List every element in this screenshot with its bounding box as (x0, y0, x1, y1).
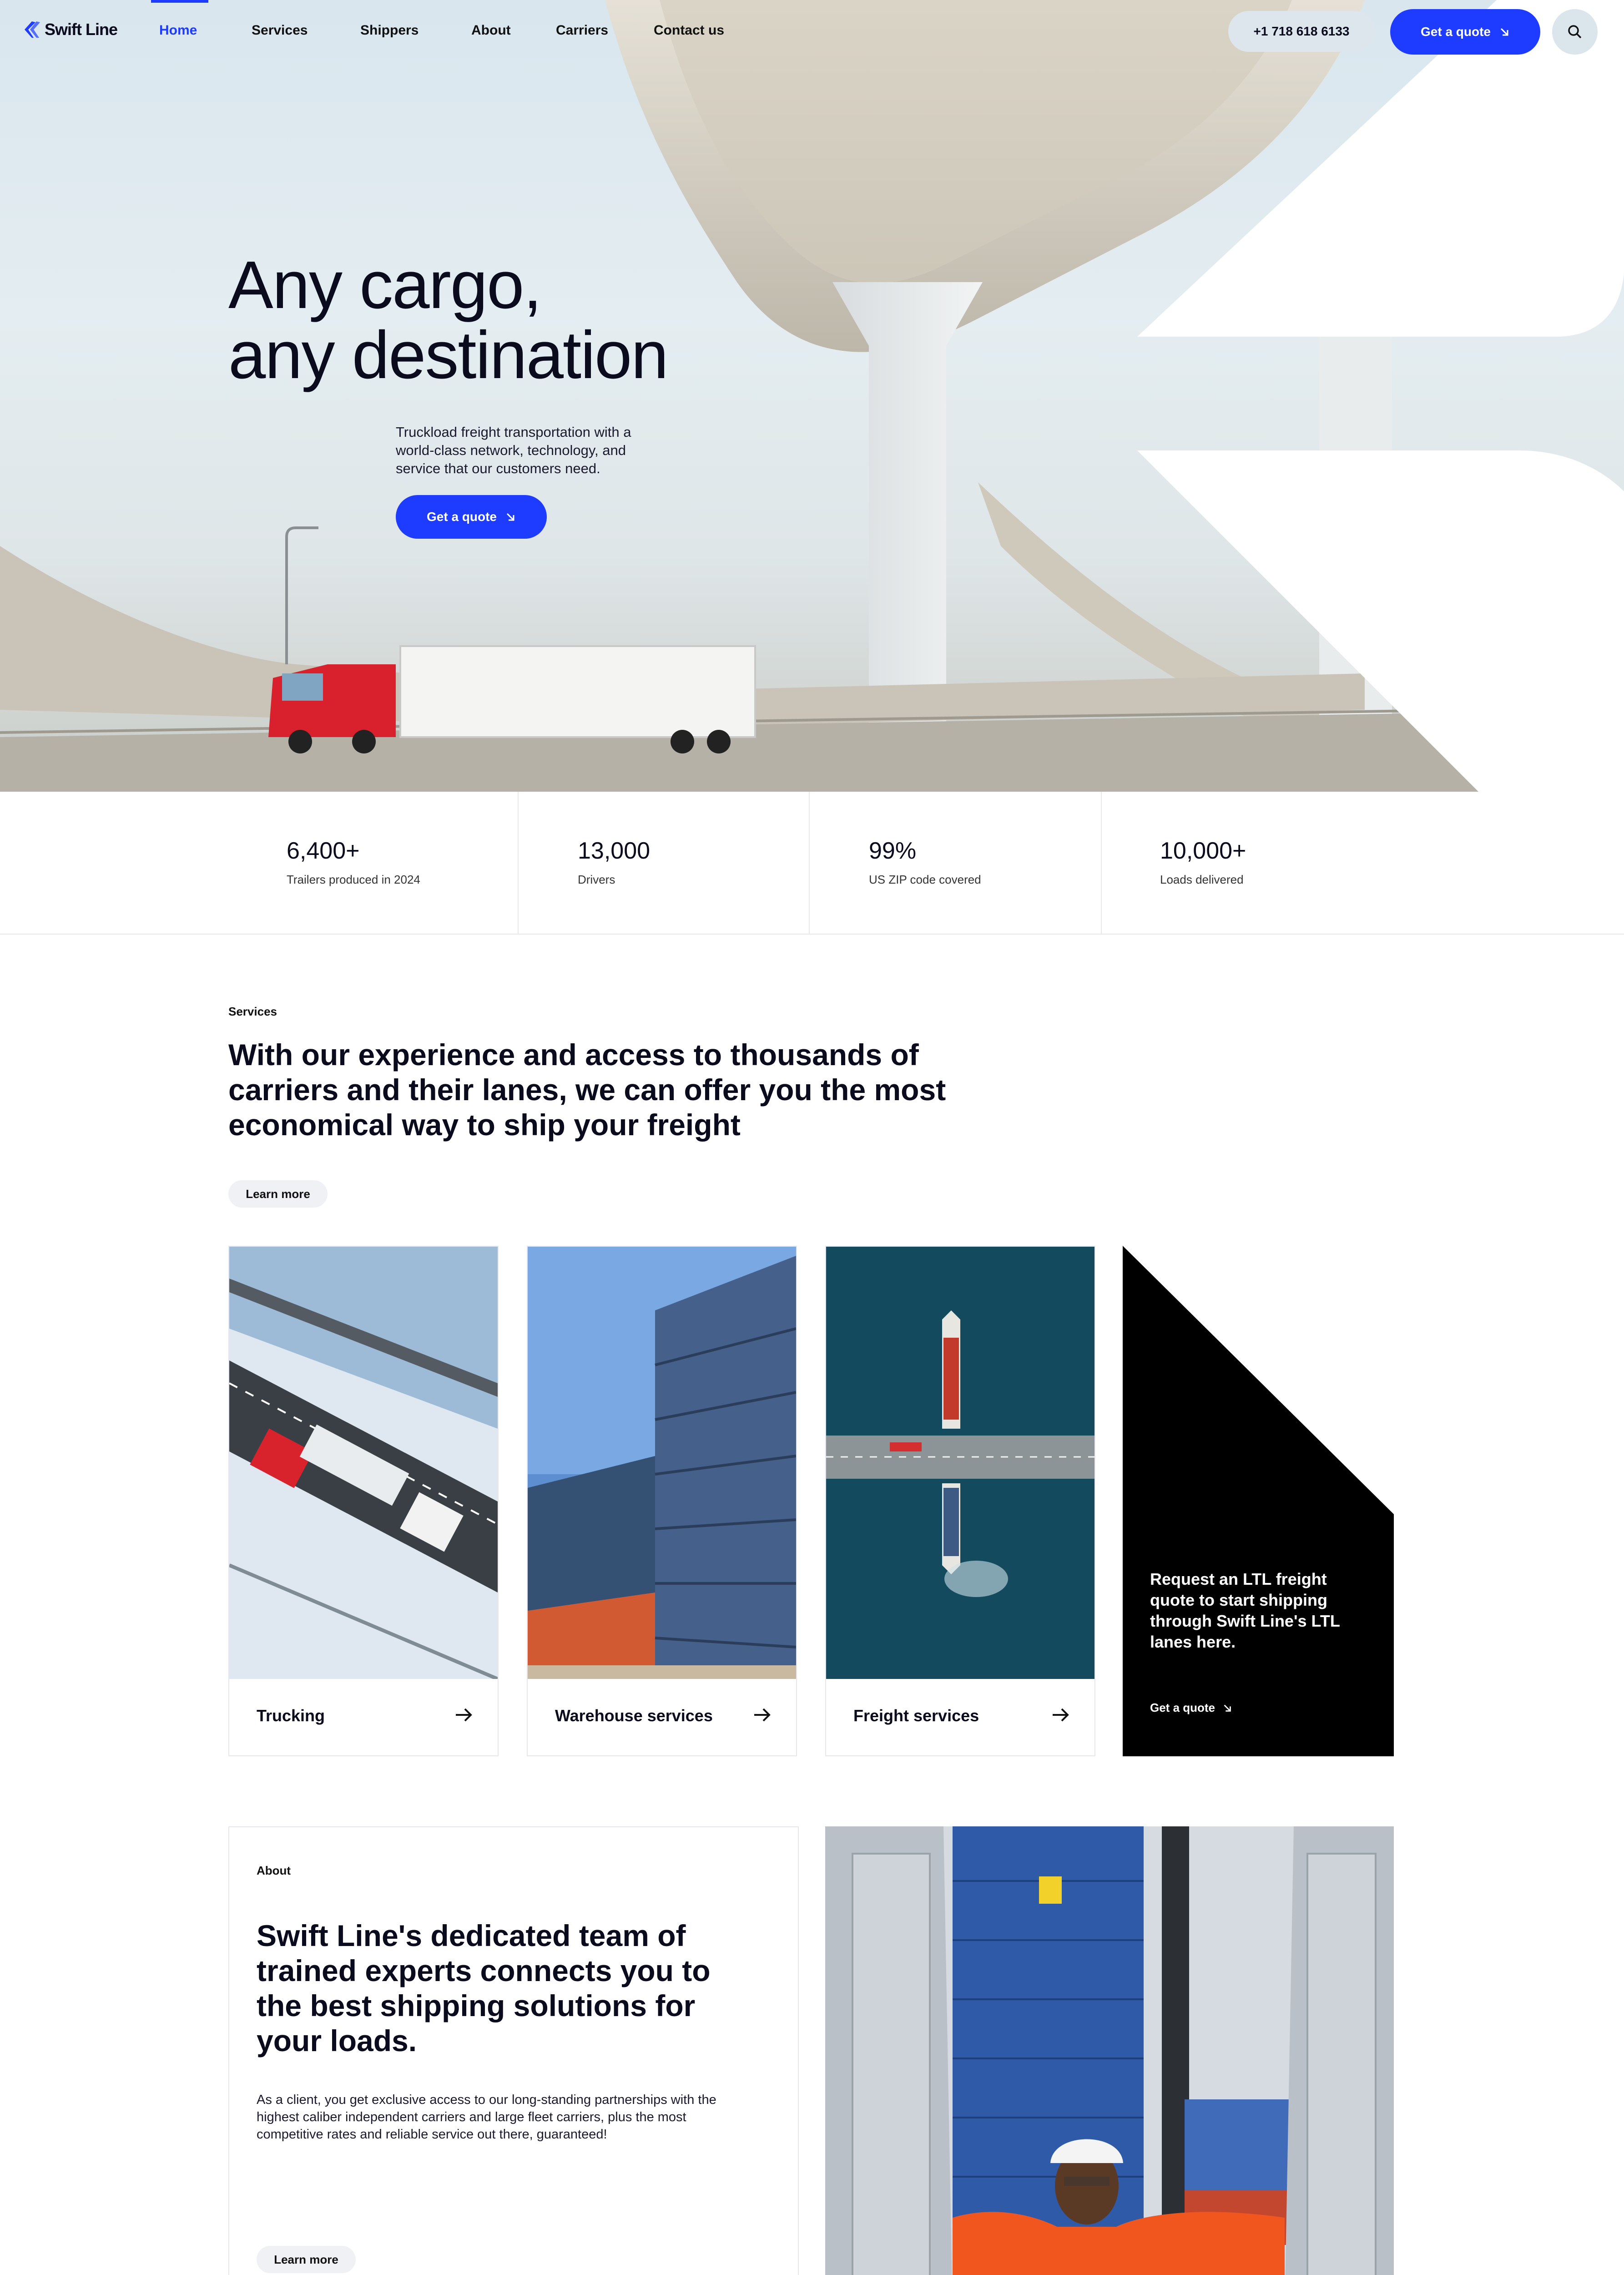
stat-item (810, 792, 1102, 935)
services-eyebrow: Services (228, 1005, 277, 1018)
arrow-right-icon (452, 1704, 475, 1726)
nav-contact-us[interactable]: Contact us (654, 23, 725, 38)
freight-image (826, 1247, 1094, 1679)
ltl-promo-card[interactable] (1123, 1246, 1394, 1756)
learn-more-label: Learn more (246, 1187, 310, 1201)
nav-carriers[interactable]: Carriers (556, 23, 609, 38)
phone-number: +1 718 618 6133 (1253, 24, 1350, 38)
stat-value: 6,400+ (287, 838, 360, 864)
phone-number-button[interactable] (1228, 11, 1375, 52)
hero-get-quote-label: Get a quote (426, 510, 497, 524)
service-card-warehouse[interactable] (527, 1246, 797, 1756)
service-card-freight[interactable] (825, 1246, 1095, 1756)
arrow-down-right-icon (1222, 1703, 1232, 1713)
swift-line-logo-icon (23, 20, 41, 39)
promo-card-background (1123, 1246, 1394, 1756)
stat-value: 13,000 (578, 838, 651, 864)
service-card-label: Trucking (257, 1706, 325, 1725)
nav-active-indicator (151, 0, 208, 3)
hero-section (0, 0, 1624, 792)
trucking-image (229, 1247, 498, 1679)
hero-background-image (0, 0, 1624, 792)
arrow-down-right-icon (1499, 26, 1510, 37)
learn-more-label: Learn more (274, 2252, 338, 2266)
stat-value: 10,000+ (1160, 838, 1246, 864)
nav-home[interactable]: Home (159, 23, 197, 38)
stat-label: Trailers produced in 2024 (287, 873, 420, 886)
stat-label: Drivers (578, 873, 615, 886)
stat-item (228, 792, 519, 935)
stat-value: 99% (869, 838, 917, 864)
arrow-right-icon (1049, 1704, 1072, 1726)
worker-containers-image (825, 1826, 1394, 2275)
search-icon (1567, 24, 1583, 40)
about-heading: Swift Line's dedicated team of trained experts connects you to the best shipping solutions for your loads. (257, 1919, 711, 2058)
stat-item (1102, 792, 1393, 935)
warehouse-image (528, 1247, 796, 1679)
about-body: As a client, you get exclusive access to our long-standing partnerships with the highest caliber independent carriers and large fleet carriers, plus the most competitive rates and reliable service out there, guaranteed! (257, 2093, 716, 2142)
nav-services[interactable]: Services (252, 23, 308, 38)
about-eyebrow: About (257, 1864, 291, 1877)
hero-get-quote-button[interactable] (396, 495, 547, 539)
arrow-right-icon (751, 1704, 773, 1726)
promo-get-quote-link[interactable] (1150, 1701, 1232, 1715)
logo-text: Swift Line (45, 20, 117, 39)
stat-label: US ZIP code covered (869, 873, 981, 886)
logo[interactable] (23, 20, 117, 39)
about-card (228, 1826, 799, 2275)
hero-title (228, 248, 668, 393)
service-card-label: Warehouse services (555, 1706, 713, 1725)
search-button[interactable] (1552, 9, 1598, 55)
arrow-down-right-icon (505, 511, 516, 522)
hero-title-line2: any destination (228, 318, 668, 393)
service-card-label: Freight services (853, 1706, 979, 1725)
service-card-trucking[interactable] (228, 1246, 499, 1756)
hero-subtitle: Truckload freight transportation with a world-class network, technology, and service that our customers need. (396, 424, 631, 476)
services-learn-more-button[interactable] (228, 1180, 328, 1208)
stat-item (519, 792, 810, 935)
hero-title-line1: Any cargo, (228, 248, 541, 323)
stat-label: Loads delivered (1160, 873, 1244, 886)
header-get-quote-label: Get a quote (1420, 25, 1491, 39)
nav-about[interactable]: About (471, 23, 511, 38)
stats-bar (0, 792, 1624, 935)
header-get-quote-button[interactable] (1390, 9, 1540, 55)
nav-shippers[interactable]: Shippers (360, 23, 419, 38)
promo-text: Request an LTL freight quote to start shipping through Swift Line's LTL lanes here. (1150, 1570, 1340, 1651)
promo-get-quote-label: Get a quote (1150, 1701, 1215, 1714)
about-learn-more-button[interactable] (257, 2246, 356, 2273)
services-heading: With our experience and access to thousands of carriers and their lanes, we can offer you the most economical way to ship your freight (228, 1038, 946, 1142)
